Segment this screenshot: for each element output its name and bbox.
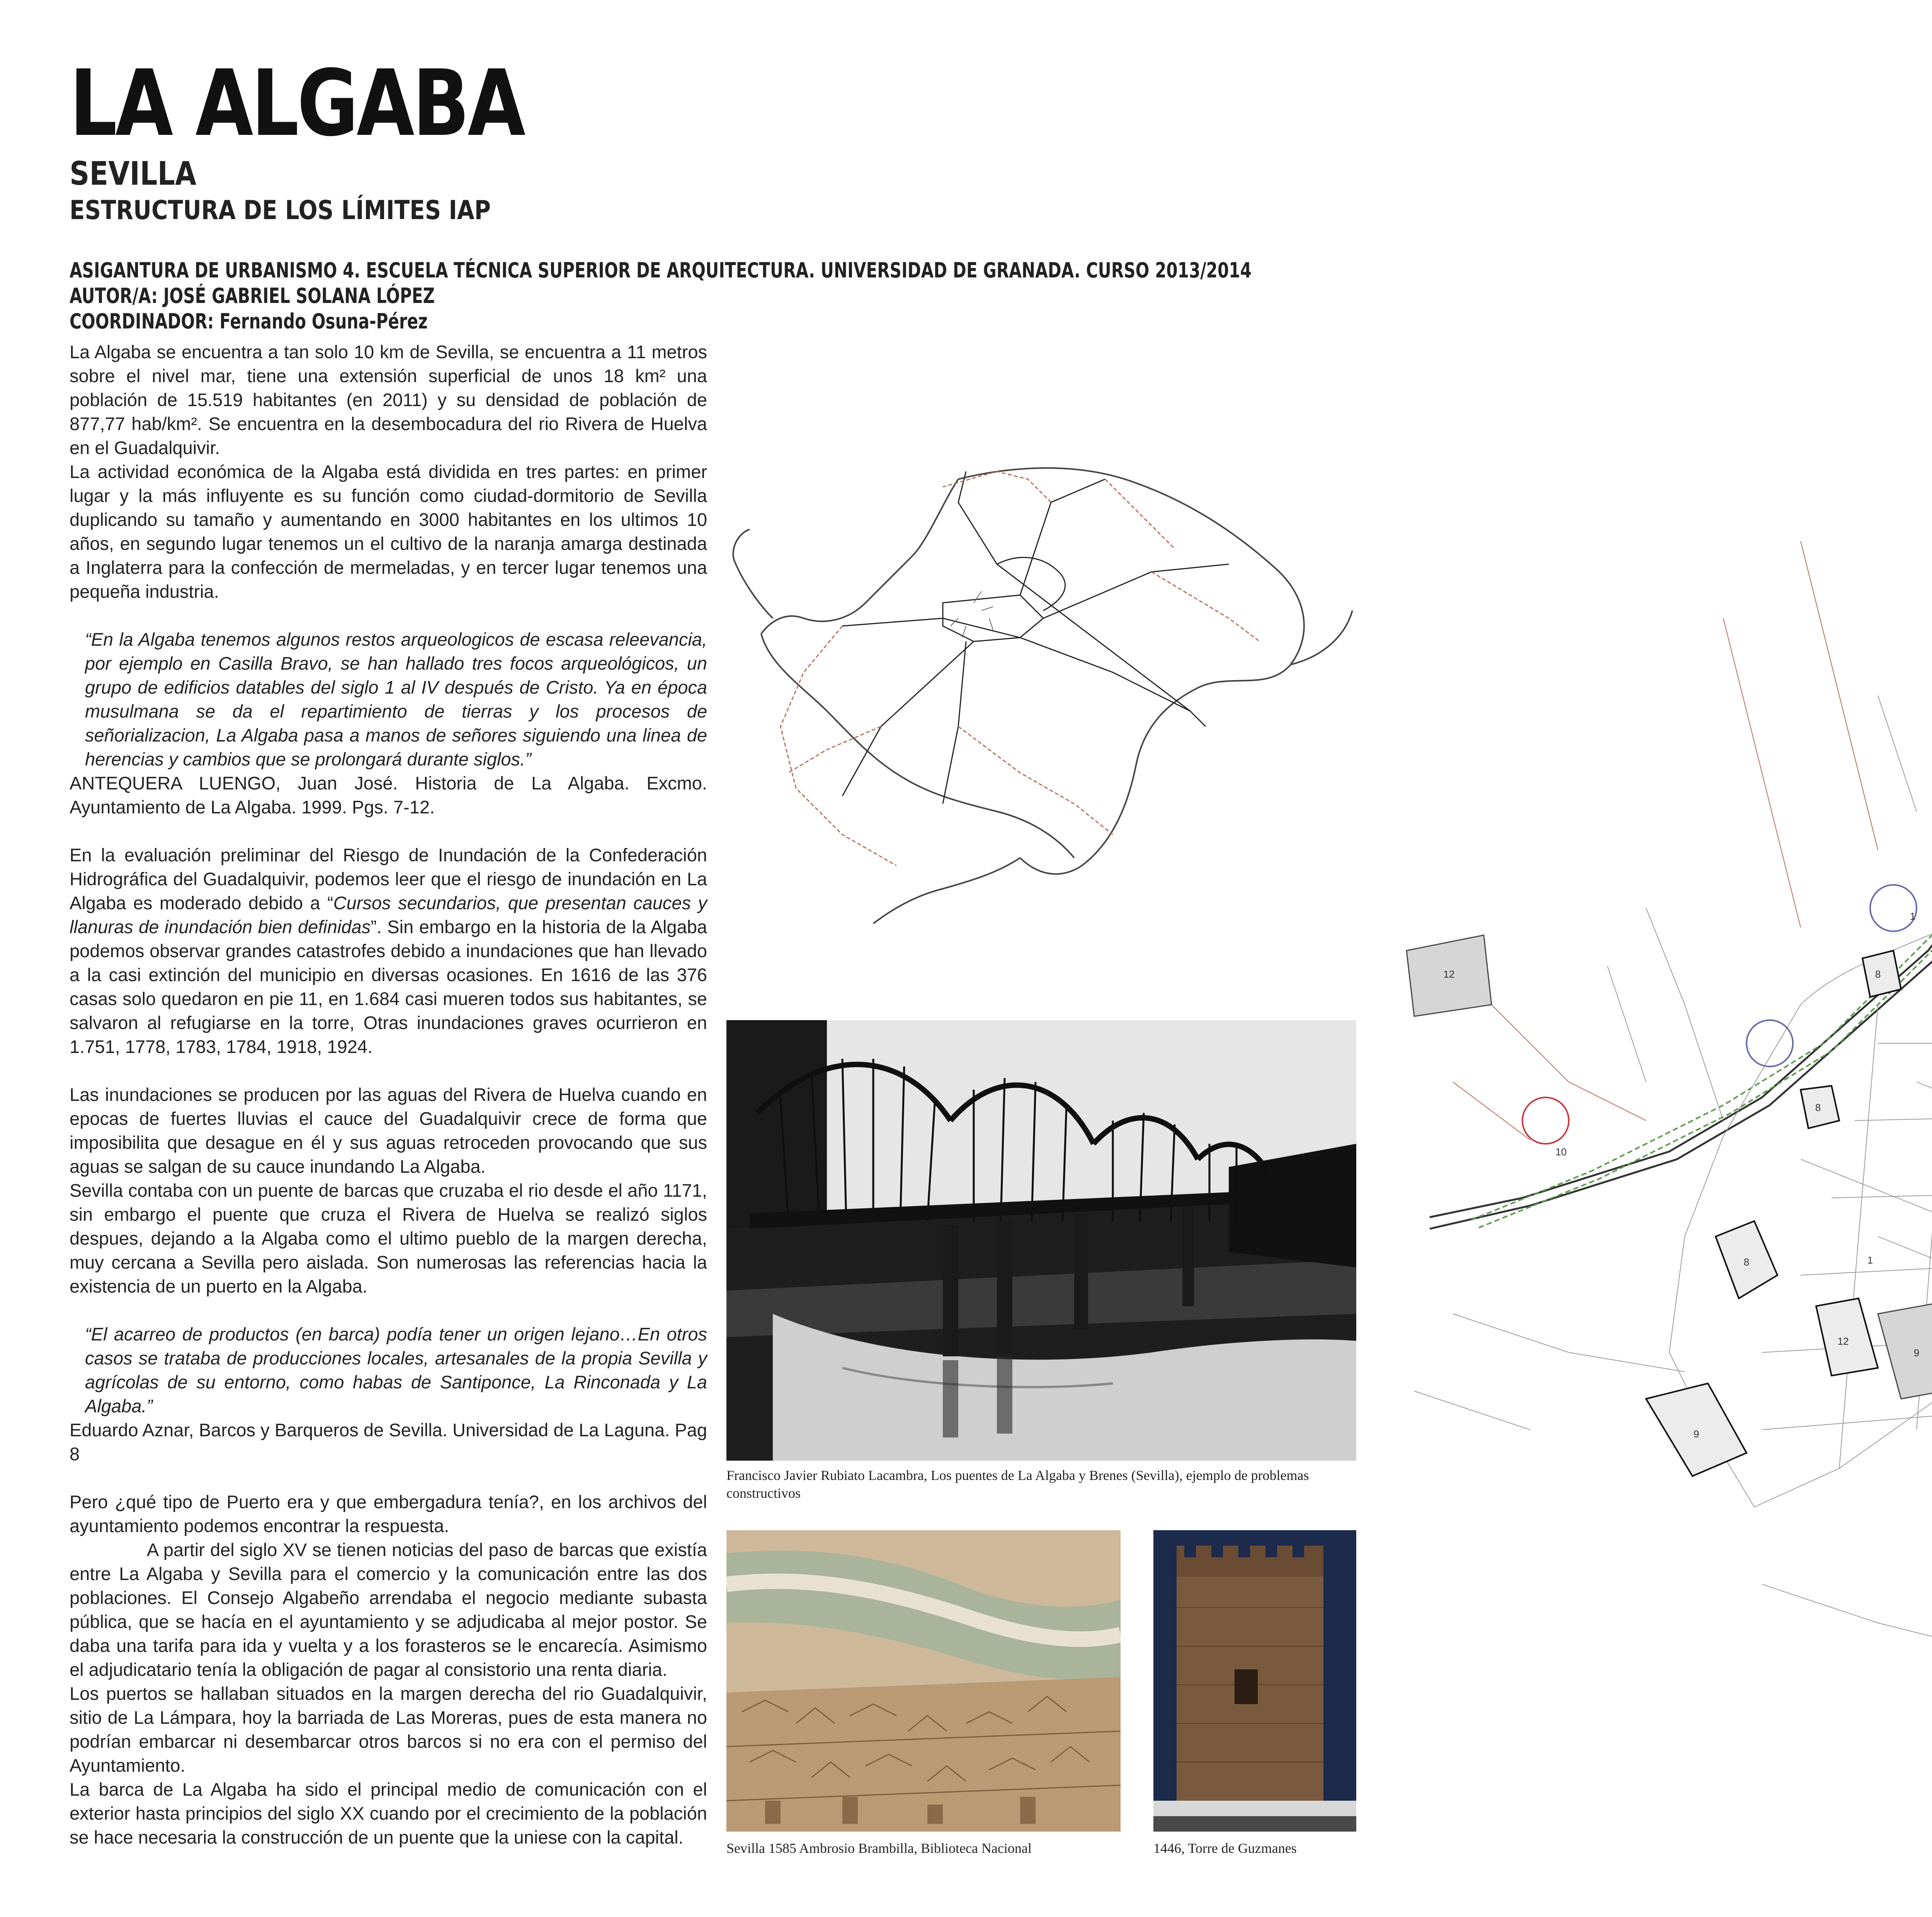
citation: ANTEQUERA LUENGO, Juan José. Historia de La Algaba. Excmo. Ayuntamiento de La Algaba. 1999. Pgs. 7-12. xyxy=(70,773,707,817)
map1585-caption: Sevilla 1585 Ambrosio Brambilla, Biblioteca Nacional xyxy=(726,1840,1032,1856)
citation: Eduardo Aznar, Barcos y Barqueros de Sevilla. Universidad de La Laguna. Pag 8 xyxy=(70,1420,707,1464)
structure-heading: ESTRUCTURA DE LOS LÍMITES IAP xyxy=(70,195,491,226)
main-road xyxy=(1430,796,1932,1229)
quote: “En la Algaba tenemos algunos restos arqueologicos de escasa releevancia, por ejemplo en Casilla Bravo, se han hallado tres focos arqueológicos, un grupo de edificios datables del siglo 1 al IV después de Cristo. Ya en época musulmana se da el repartimiento de tierras y los procesos de señorializacion, La Algaba pasa a manos de señores siguiendo una linea de herencias y cambios que se prolongará durante siglos.” xyxy=(85,629,707,769)
facility-block xyxy=(1862,951,1901,997)
page-title: LA ALGABA xyxy=(70,50,524,156)
cut-circle xyxy=(1522,1097,1569,1144)
map-label: 8 xyxy=(1743,1256,1750,1268)
paragraph: La barca de La Algaba ha sido el principal medio de comunicación con el exterior hasta principios del siglo XX cuando por el crecimiento de la población se hace necesaria la construcción de un puente que la uniese con la capital. xyxy=(70,1779,707,1847)
tower-caption: 1446, Torre de Guzmanes xyxy=(1153,1840,1297,1856)
map-label: 9 xyxy=(1693,1428,1699,1440)
course-line: ASIGANTURA DE URBANISMO 4. ESCUELA TÉCNICA SUPERIOR DE ARQUITECTURA. UNIVERSIDAD DE GRANADA. CURSO 2013/2014 xyxy=(70,258,1252,282)
intrusion-circle xyxy=(1747,1020,1793,1067)
main-road xyxy=(1430,788,1932,1217)
quote: “El acarreo de productos (en barca) podía tener un origen lejano…En otros casos se trataba de producciones locales, artesanales de la propia Sevilla y agrícolas de su entorno, como habas de Santiponce, La Rinconada y La Algaba.” xyxy=(85,1324,707,1416)
paragraph: La Algaba se encuentra a tan solo 10 km de Sevilla, se encuentra a 11 metros sobre el nivel mar, tiene una extensión superficial de unos 18 km² una población de 15.519 habitantes (en 2011) y su densidad de población de 877,77 hab/km². Se encuentra en la desembocadura del rio Rivera de Huelva en el Guadalquivir. xyxy=(70,342,707,458)
subtitle: SEVILLA xyxy=(70,155,197,192)
paragraph: La actividad económica de la Algaba está dividida en tres partes: en primer lugar y la más influyente es su función como ciudad-dormitorio de Sevilla duplicando su tamaño y aumentando en 3000 habitantes en los ultimos 10 años, en segundo lugar tenemos un el cultivo de la naranja amarga destinada a Inglaterra para la confección de mermeladas, y en tercer lugar tenemos una pequeña industria. xyxy=(70,461,707,602)
paragraph: Sevilla contaba con un puente de barcas que cruzaba el rio desde el año 1171, sin embargo el puente que cruza el Rivera de Huelva se realizó siglos despues, dejando a la Algaba como el ultimo pueblo de la margen derecha, muy cercana a Sevilla pero aislada. Son numerosas las referencias hacia la existencia de un puerto en la Algaba. xyxy=(70,1180,707,1296)
green-corridor xyxy=(1476,750,1932,1229)
map-label: 8 xyxy=(1875,968,1881,980)
map-label: 1 xyxy=(1910,910,1916,922)
coordinator-line: COORDINADOR: Fernando Osuna-Pérez xyxy=(70,309,428,333)
paragraph: A partir del siglo XV se tienen noticias del paso de barcas que existía entre La Algaba y Sevilla para el comercio y la comunicación entre las dos poblaciones. El Consejo Algabeño arrendaba el negocio mediante subasta pública, que se hacía en el ayuntamiento y se adjudicaba al mejor postor. Se daba una tarifa para ida y vuelta y a los forasteros se le encarecía. Asimismo el adjudicatario tenía la obligación de pagar al consistorio una renta diaria. xyxy=(70,1539,707,1680)
map-label: 10 xyxy=(1555,1146,1567,1158)
paragraph: Pero ¿qué tipo de Puerto era y que embergadura tenía?, en los archivos del ayuntamiento podemos encontrar la respuesta. xyxy=(70,1492,707,1536)
paragraph: Los puertos se hallaban situados en la margen derecha del rio Guadalquivir, sitio de La Lámpara, hoy la barriada de Las Moreras, pues de esta manera no podrían embarcar ni desembarcar otros barcos si no era con el permiso del Ayuntamiento. xyxy=(70,1683,707,1776)
map-label: 12 xyxy=(1837,1335,1849,1347)
green-corridor xyxy=(1468,742,1932,1221)
urban-map xyxy=(1376,502,1932,1739)
map-label: 9 xyxy=(1913,1347,1920,1359)
paragraph: Las inundaciones se producen por las aguas del Rivera de Huelva cuando en epocas de fuertes lluvias el cauce del Guadalquivir crece de forma que imposibilita que desague en él y sus aguas retroceden provocando que sus aguas se salgan de su cauce inundando La Algaba. xyxy=(70,1084,707,1177)
territory-map xyxy=(726,456,1360,927)
bridge-caption: Francisco Javier Rubiato Lacambra, Los puentes de La Algaba y Brenes (Sevilla), ejemplo de problemas constructivos xyxy=(726,1468,1309,1501)
paragraph: En la evaluación preliminar del Riesgo de Inundación de la Confederación Hidrográfica del Guadalquivir, podemos leer que el riesgo de inundación en La Algaba es moderado debido a “Cursos secundarios, que presentan cauces y llanuras de inundación bien definidas”. Sin embargo en la historia de la Algaba podemos observar grandes catastrofes debido a inundaciones que han llevado a la casi extinción del municipio en diversas ocasiones. En 1616 de las 376 casas solo quedaron en pie 11, en 1.684 casi mueren todos sus habitantes, se salvaron al refugiarse en la torre, Otras inundaciones graves ocurrieron en 1.751, 1778, 1783, 1784, 1918, 1924. xyxy=(70,845,707,1057)
zone-block xyxy=(1878,1298,1932,1399)
body-text xyxy=(70,340,707,1849)
author-line: AUTOR/A: JOSÉ GABRIEL SOLANA LÓPEZ xyxy=(70,284,435,308)
historic-map-image xyxy=(726,1530,1121,1832)
tower-photo xyxy=(1153,1530,1356,1832)
map-label: 1 xyxy=(1867,1254,1873,1266)
map-label: 12 xyxy=(1443,968,1455,980)
map-label: 8 xyxy=(1815,1102,1821,1113)
intrusion-circle xyxy=(1870,885,1917,931)
bridge-photo xyxy=(726,1020,1356,1461)
